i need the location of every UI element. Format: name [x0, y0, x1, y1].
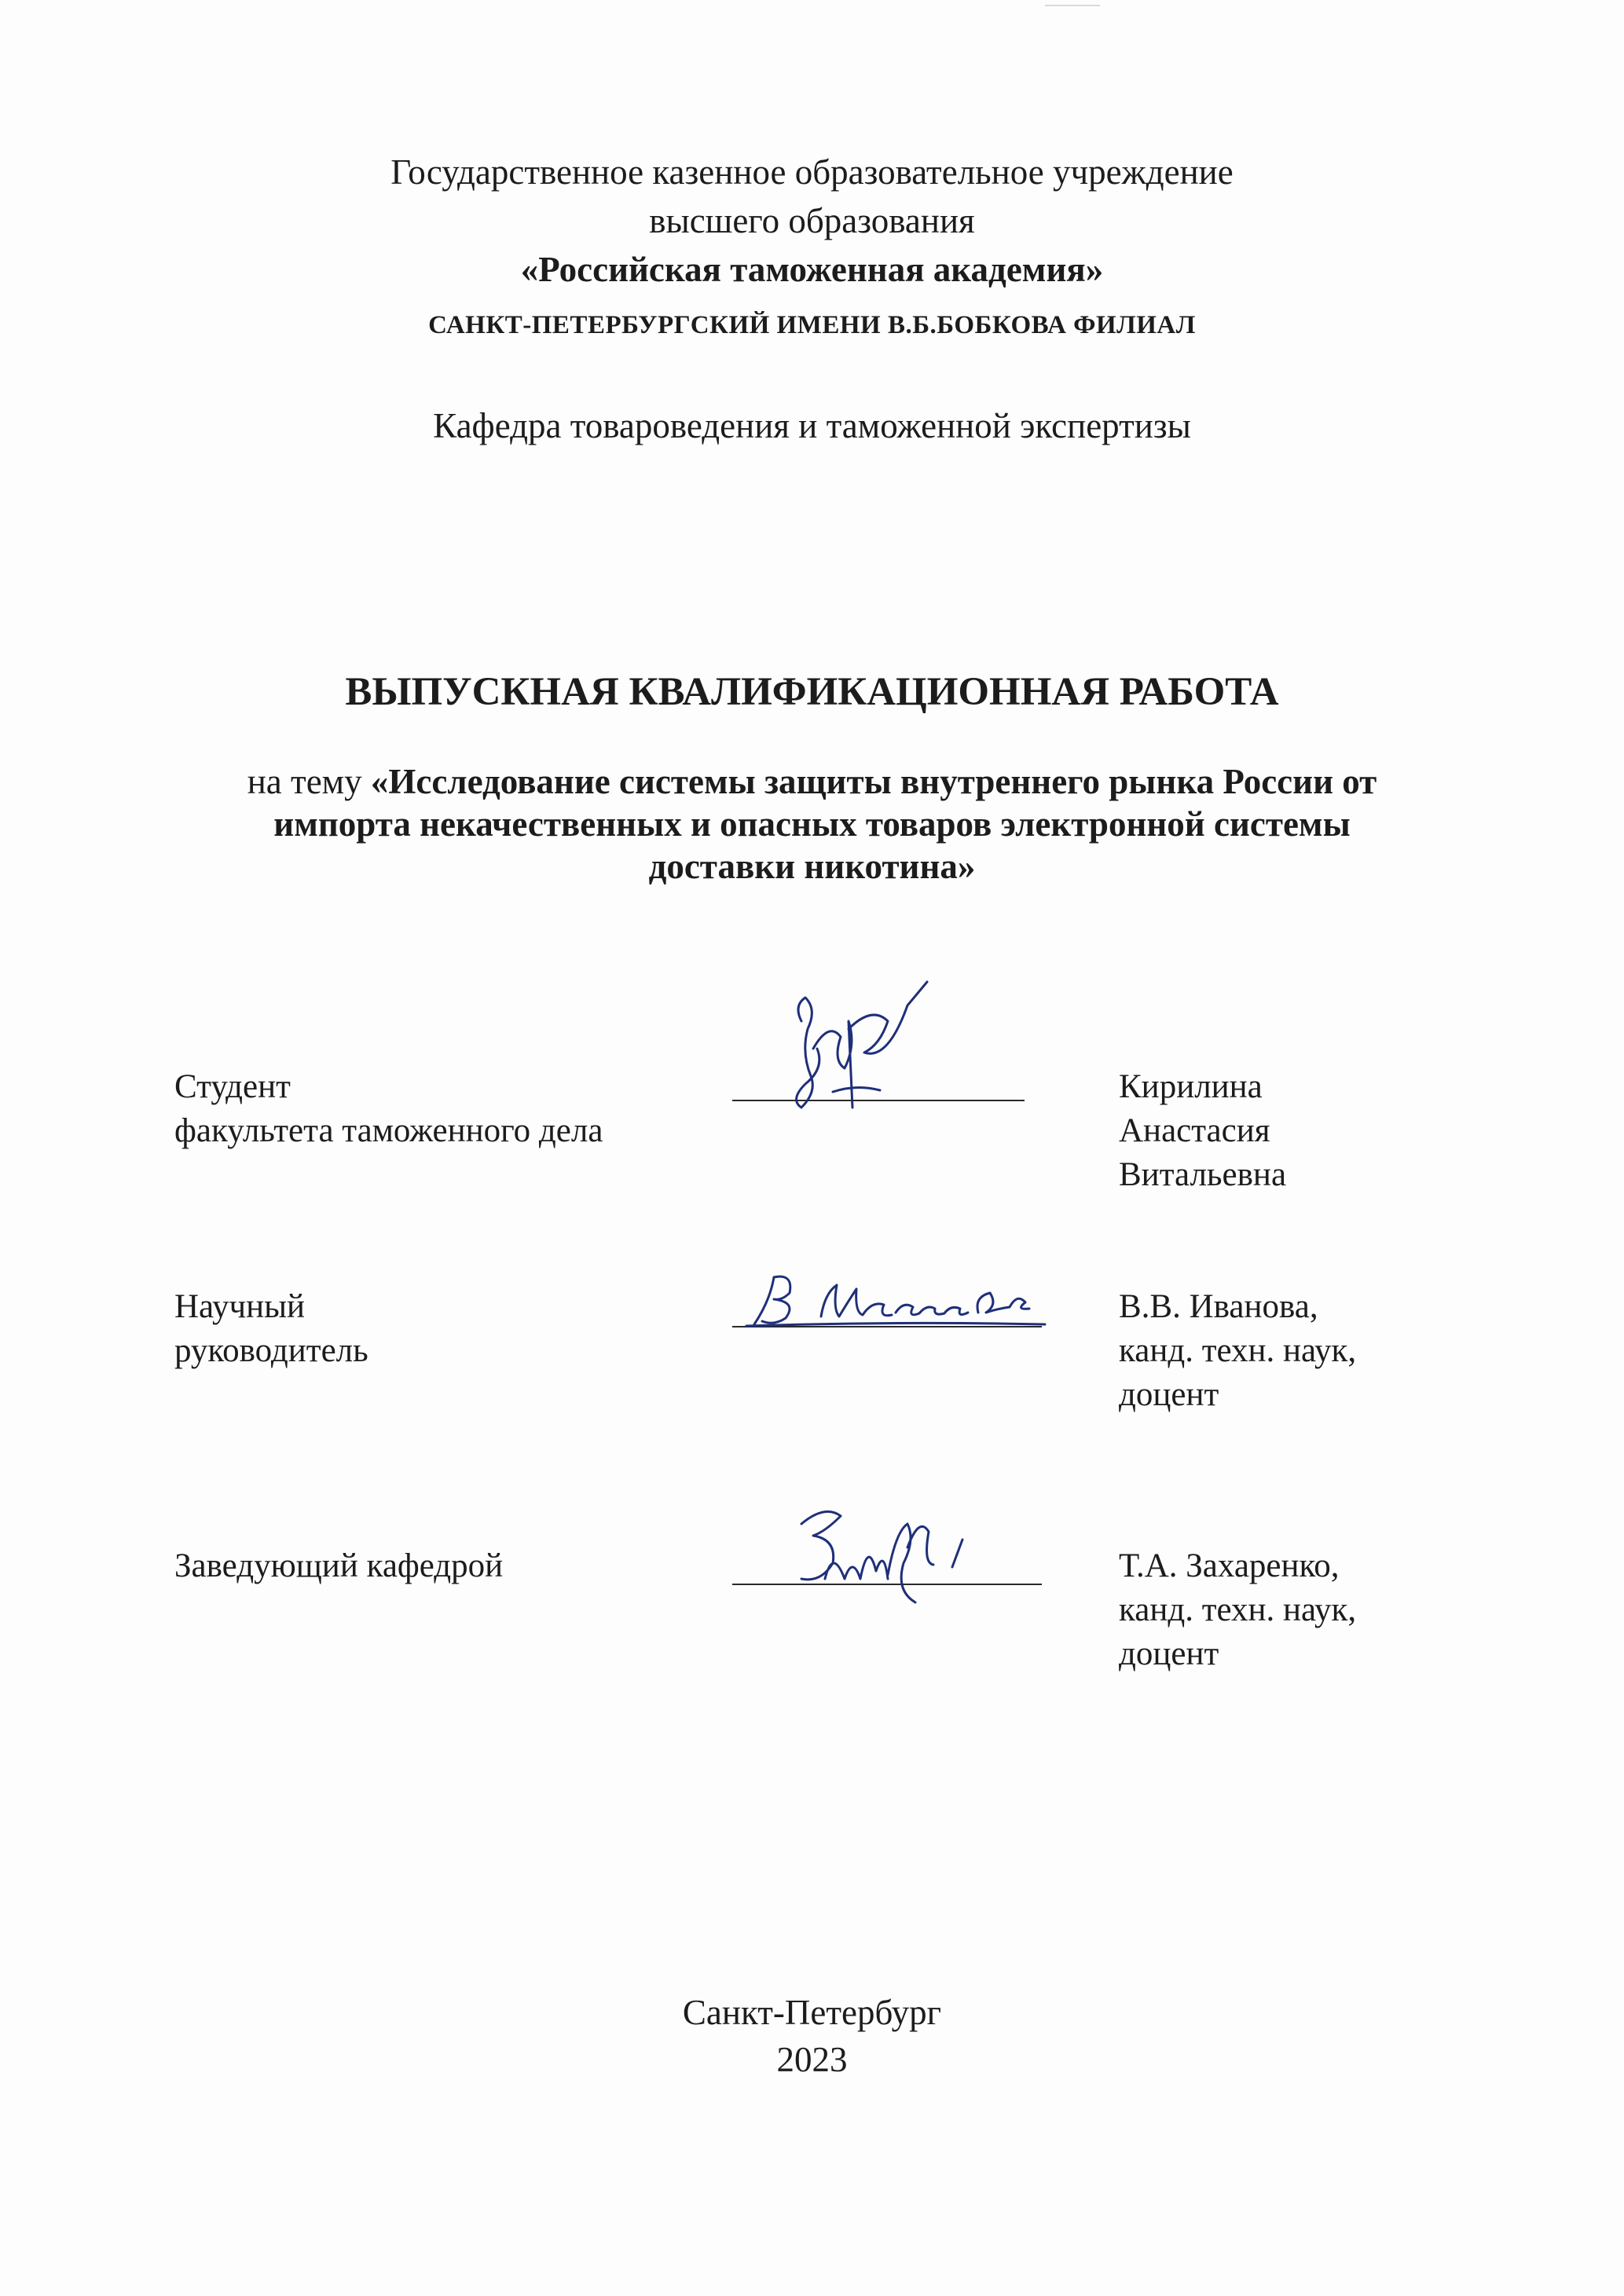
supervisor-position: доцент — [1119, 1376, 1219, 1413]
head-name — [1119, 1544, 1356, 1676]
student-patronymic: Витальевна — [1119, 1156, 1287, 1193]
student-name — [1119, 1065, 1286, 1197]
head-role-line-1: Заведующий кафедрой — [174, 1547, 504, 1584]
institution-line-2: высшего образования — [649, 201, 975, 240]
department-name: Кафедра товароведения и таможенной экспертизы — [433, 406, 1191, 445]
student-role — [174, 1065, 603, 1153]
branch-name: САНКТ-ПЕТЕРБУРГСКИЙ ИМЕНИ В.Б.БОБКОВА ФИЛИАЛ — [428, 311, 1196, 339]
topic-line-2: импорта некачественных и опасных товаров электронной системы — [273, 804, 1351, 844]
topic-text-1: «Исследование системы защиты внутреннего рынка России от — [370, 762, 1377, 801]
scan-artifact — [1045, 5, 1100, 13]
topic-line-3: доставки никотина» — [648, 847, 976, 886]
head-position: доцент — [1119, 1635, 1219, 1672]
student-surname: Кирилина — [1119, 1068, 1263, 1105]
institution-header — [0, 148, 1624, 294]
student-first-name: Анастасия — [1119, 1112, 1270, 1149]
work-type-title: ВЫПУСКНАЯ КВАЛИФИКАЦИОННАЯ РАБОТА — [345, 670, 1279, 714]
supervisor-role-line-1: Научный — [174, 1288, 305, 1325]
head-degree: канд. техн. наук, — [1119, 1591, 1357, 1628]
institution-line-1: Государственное казенное образовательное учреждение — [390, 152, 1234, 192]
student-role-line-2: факультета таможенного дела — [174, 1112, 603, 1149]
year: 2023 — [776, 2040, 848, 2079]
work-topic — [0, 760, 1624, 888]
supervisor-signature — [739, 1269, 1053, 1332]
topic-line-1 — [0, 760, 1624, 803]
city: Санкт-Петербург — [682, 1993, 942, 2032]
supervisor-role — [174, 1285, 368, 1373]
head-initials: Т.А. Захаренко, — [1119, 1547, 1340, 1584]
supervisor-name — [1119, 1285, 1356, 1417]
supervisor-role-line-2: руководитель — [174, 1332, 368, 1369]
student-signature — [770, 974, 943, 1115]
topic-prefix: на тему — [247, 762, 371, 801]
supervisor-initials: В.В. Иванова, — [1119, 1288, 1318, 1325]
academy-name: «Российская таможенная академия» — [520, 250, 1104, 289]
student-role-line-1: Студент — [174, 1068, 291, 1105]
head-role — [174, 1544, 503, 1588]
supervisor-degree: канд. техн. наук, — [1119, 1332, 1357, 1369]
city-year — [0, 1989, 1624, 2083]
head-signature — [778, 1492, 982, 1610]
